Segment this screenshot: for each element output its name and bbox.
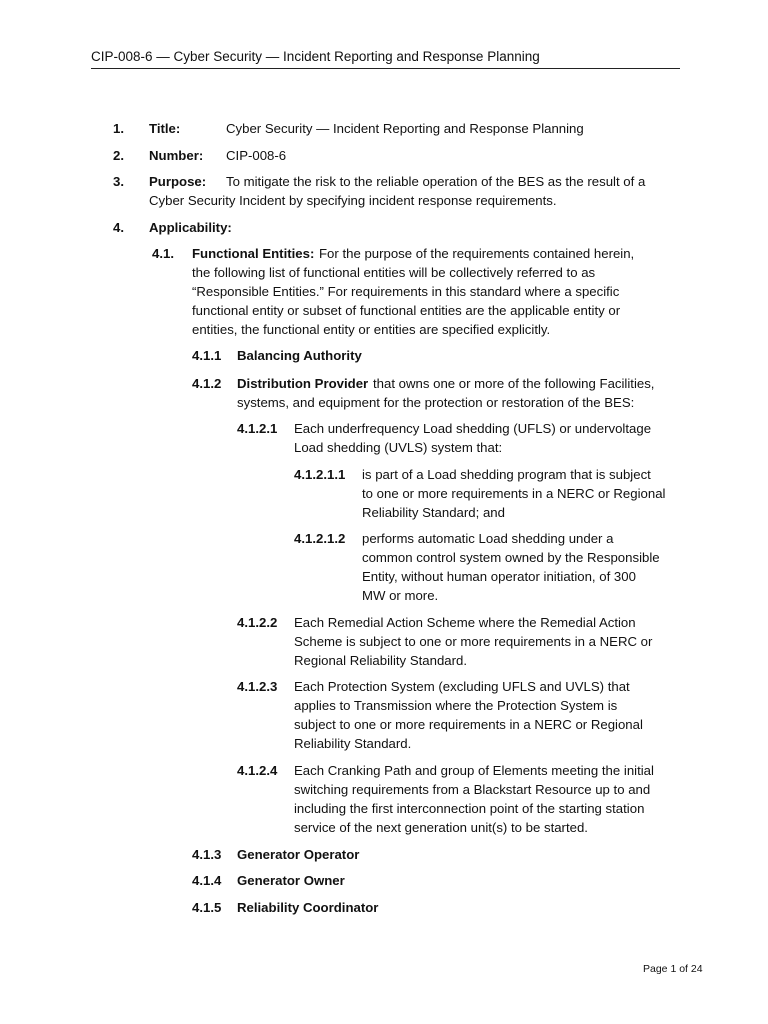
section-4-1-2-line: systems, and equipment for the protection or restoration of the BES: [237, 395, 635, 410]
page-number: Page 1 of 24 [643, 963, 703, 975]
section-4-1-2-3-line: applies to Transmission where the Protection System is [294, 698, 618, 713]
section-4-1-2-1-2-line: MW or more. [362, 588, 439, 603]
section-4-1-2-2-line: Regional Reliability Standard. [294, 653, 468, 668]
header-title: CIP-008-6 — Cyber Security — Incident Reporting and Response Planning [91, 49, 540, 64]
section-1-label: Title: [149, 121, 181, 136]
section-4-1-2-2-line: Scheme is subject to one or more requirements in a NERC or [294, 634, 653, 649]
section-4-1-line: entities, the functional entity or entities are specified explicitly. [192, 322, 551, 337]
section-4-1-2-line: that owns one or more of the following Facilities, [373, 376, 655, 391]
section-4-1-2-2-line: Each Remedial Action Scheme where the Remedial Action [294, 615, 636, 630]
section-2-label: Number: [149, 148, 204, 163]
section-4-1-2-3-line: subject to one or more requirements in a NERC or Regional [294, 717, 643, 732]
section-3-number: 3. [113, 174, 124, 189]
section-4-label: Applicability: [149, 220, 232, 235]
section-4-1-label: Functional Entities: [192, 246, 315, 261]
section-4-1-2-label: Distribution Provider [237, 376, 369, 391]
section-4-1-2-1-1-line: to one or more requirements in a NERC or Regional [362, 486, 666, 501]
section-4-1-5-number: 4.1.5 [192, 900, 222, 915]
section-4-1-2-4-line: including the first interconnection point of the starting station [294, 801, 645, 816]
section-4-1-line: “Responsible Entities.” For requirements in this standard where a specific [192, 284, 620, 299]
section-4-1-line: functional entity or subset of functional entities are the applicable entity or [192, 303, 621, 318]
section-4-1-2-1-number: 4.1.2.1 [237, 421, 278, 436]
section-4-1-3-number: 4.1.3 [192, 847, 222, 862]
section-4-1-2-4-line: switching requirements from a Blackstart Resource up to and [294, 782, 651, 797]
page-header [91, 48, 680, 69]
section-4-1-line: the following list of functional entities will be collectively referred to as [192, 265, 596, 280]
section-4-1-2-4-number: 4.1.2.4 [237, 763, 278, 778]
section-4-1-1-label: Balancing Authority [237, 348, 362, 363]
section-4-1-2-1-1-line: is part of a Load shedding program that is subject [362, 467, 651, 482]
section-1-text: Cyber Security — Incident Reporting and Response Planning [226, 121, 584, 136]
section-4-1-5-label: Reliability Coordinator [237, 900, 379, 915]
section-4-1-2-1-2-line: Entity, without human operator initiation, of 300 [362, 569, 636, 584]
section-4-1-2-1-line: Load shedding (UVLS) system that: [294, 440, 503, 455]
section-4-1-1-number: 4.1.1 [192, 348, 222, 363]
section-4-1-2-1-1-number: 4.1.2.1.1 [294, 467, 346, 482]
section-4-1-2-3-line: Reliability Standard. [294, 736, 412, 751]
section-4-1-2-1-line: Each underfrequency Load shedding (UFLS) or undervoltage [294, 421, 652, 436]
section-4-1-2-4-line: Each Cranking Path and group of Elements meeting the initial [294, 763, 654, 778]
section-4-1-2-number: 4.1.2 [192, 376, 222, 391]
section-4-1-2-1-1-line: Reliability Standard; and [362, 505, 505, 520]
section-4-1-2-4-line: service of the next generation unit(s) to be started. [294, 820, 588, 835]
section-2-number: 2. [113, 148, 124, 163]
section-4-1-2-1-2-number: 4.1.2.1.2 [294, 531, 346, 546]
section-4-1-line: For the purpose of the requirements contained herein, [319, 246, 635, 261]
section-4-1-2-1-2-line: performs automatic Load shedding under a [362, 531, 614, 546]
section-4-1-2-1-2-line: common control system owned by the Responsible [362, 550, 660, 565]
section-4-1-2-3-number: 4.1.2.3 [237, 679, 278, 694]
section-4-1-4-label: Generator Owner [237, 873, 345, 888]
section-3-line: To mitigate the risk to the reliable operation of the BES as the result of a [226, 174, 646, 189]
section-4-1-4-number: 4.1.4 [192, 873, 222, 888]
section-3-line: Cyber Security Incident by specifying incident response requirements. [149, 193, 557, 208]
section-2-text: CIP-008-6 [226, 148, 287, 163]
section-4-1-2-2-number: 4.1.2.2 [237, 615, 278, 630]
section-4-number: 4. [113, 220, 124, 235]
section-4-1-2-3-line: Each Protection System (excluding UFLS and UVLS) that [294, 679, 630, 694]
section-3-label: Purpose: [149, 174, 207, 189]
section-4-1-3-label: Generator Operator [237, 847, 360, 862]
section-1-number: 1. [113, 121, 124, 136]
section-4-1-number: 4.1. [152, 246, 174, 261]
